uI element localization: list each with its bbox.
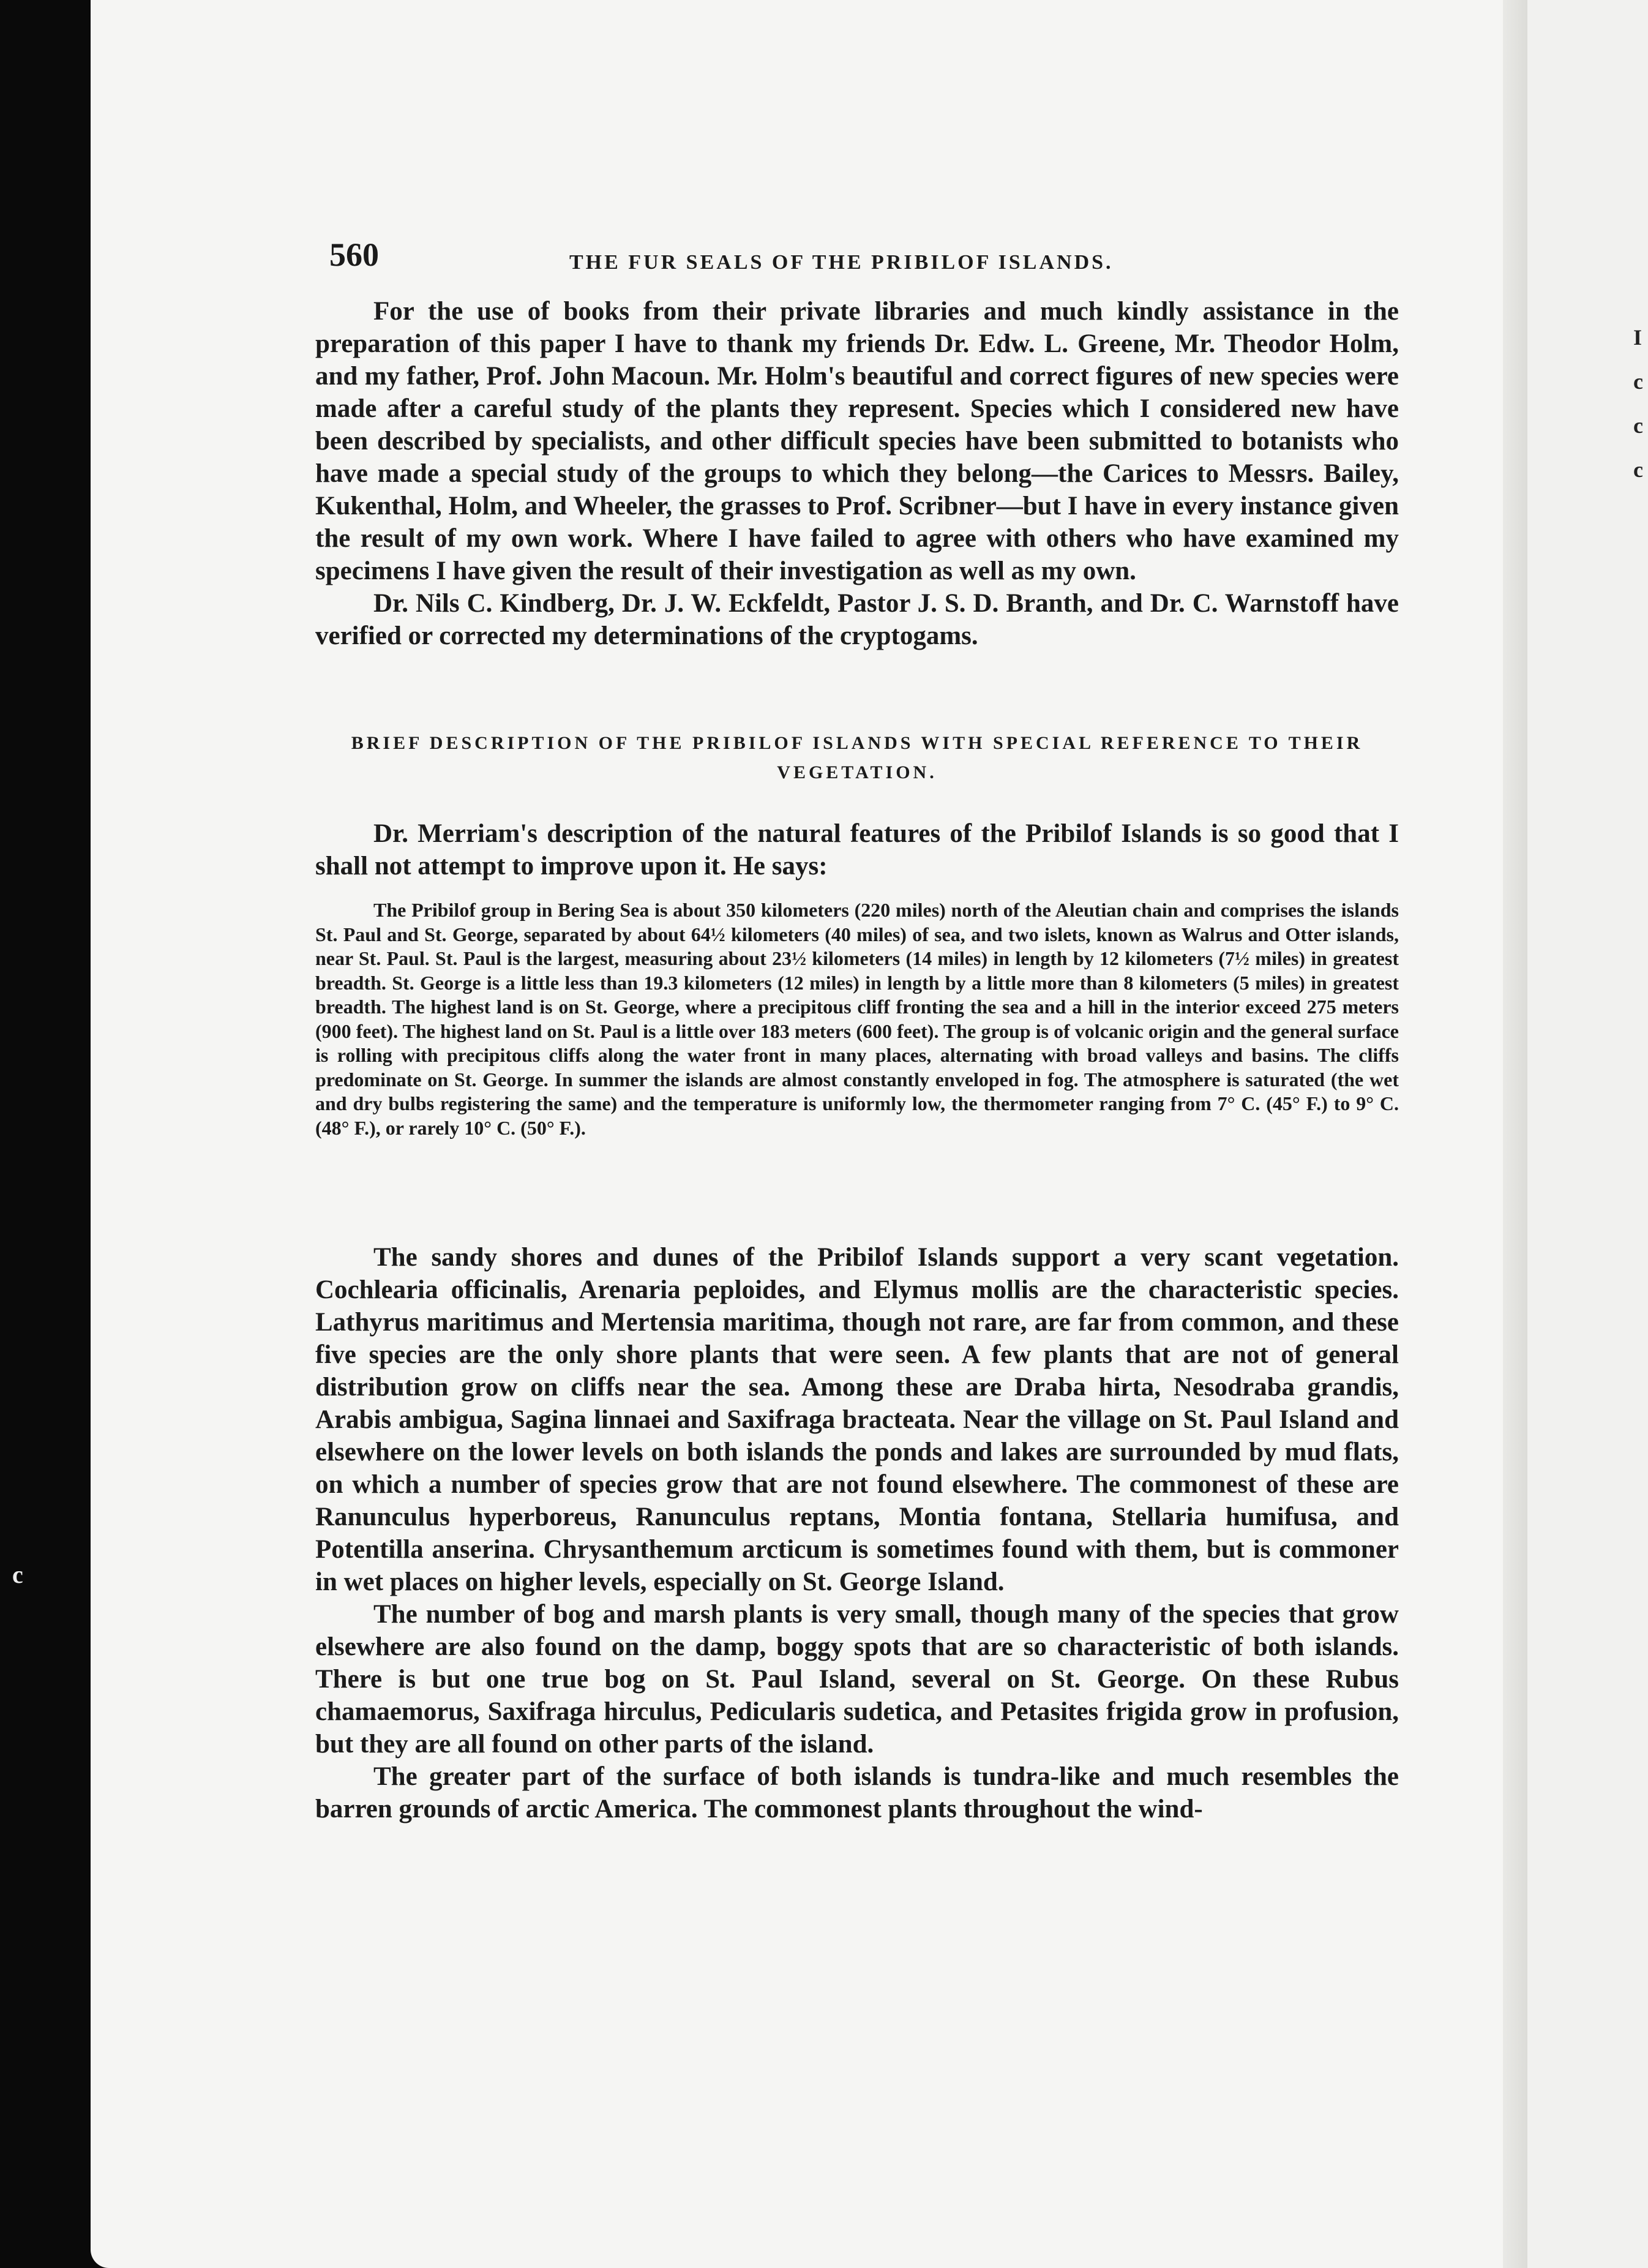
paragraph: Dr. Merriam's description of the natural features of the Pribilof Islands is so good that I shall not attempt to improve upon it. He says: — [315, 819, 1399, 881]
acknowledgements-section — [315, 295, 1399, 652]
facing-page-edge — [1527, 0, 1648, 2268]
running-title: THE FUR SEALS OF THE PRIBILOF ISLANDS. — [569, 251, 1114, 274]
page-number: 560 — [329, 236, 379, 273]
section-heading: BRIEF DESCRIPTION OF THE PRIBILOF ISLANDS WITH SPECIAL REFERENCE TO THEIR VEGETATION. — [351, 733, 1363, 783]
quotation: The Pribilof group in Bering Sea is about 350 kilometers (220 miles) north of the Aleutian chain and comprises the islands St. Paul and St. George, separated by about 64½ kilometers (40 miles) of sea, and two islets, known as Walrus and Otter islands, near St. Paul. St. Paul is the largest, measuring about 23½ kilometers (14 miles) in length by 12 kilometers (7½ miles) in greatest breadth. St. George is a little less than 19.3 kilometers (12 miles) in length by a little more than 8 kilometers (5 miles) in greatest breadth. The highest land is on St. George, where a precipitous cliff fronting the sea and a hill in the interior exceed 275 meters (900 feet). The highest land on St. Paul is a little over 183 meters (600 feet). The group is of volcanic origin and the general surface is rolling with precipitous cliffs along the water front in many places, alternating with broad valleys and basins. The cliffs predominate on St. George. In summer the islands are almost constantly enveloped in fog. The atmosphere is saturated (the wet and dry bulbs registering the same) and the temperature is uniformly low, the thermometer ranging from 7° C. (45° F.) to 9° C. (48° F.), or rarely 10° C. (50° F.). — [315, 899, 1399, 1139]
paragraph: For the use of books from their private libraries and much kindly assistance in the preparation of this paper I have to thank my friends Dr. Edw. L. Greene, Mr. Theodor Holm, and my father, Prof. John Macoun. Mr. Holm's beautiful and correct figures of new species were made after a careful study of the plants they represent. Species which I considered new have been described by specialists, and other difficult species have been submitted to botanists who have made a special study of the groups to which they belong—the Carices to Messrs. Bailey, Kukenthal, Holm, and Wheeler, the grasses to Prof. Scribner—but I have in every instance given the result of my own work. Where I have failed to agree with others who have examined my specimens I have given the result of their investigation as well as my own. — [315, 297, 1399, 585]
paragraph: The greater part of the surface of both islands is tundra-like and much resembles the barren grounds of arctic America. The commonest plants throughout the wind- — [315, 1762, 1399, 1823]
intro-section — [315, 817, 1399, 882]
page-fold — [1503, 0, 1527, 2268]
margin-mark: c — [12, 1561, 23, 1588]
paragraph: Dr. Nils C. Kindberg, Dr. J. W. Eckfeldt, Pastor J. S. D. Branth, and Dr. C. Warnstoff have verified or corrected my determinations of the cryptogams. — [315, 589, 1399, 650]
facing-page-marks: I c c c — [1633, 325, 1643, 482]
paragraph: The number of bog and marsh plants is very small, though many of the species that grow elsewhere are also found on the damp, boggy spots that are so characteristic of both islands. There is but one true bog on St. Paul Island, several on St. George. On these Rubus chamaemorus, Saxifraga hirculus, Pedicularis sudetica, and Petasites frigida grow in profusion, but they are all found on other parts of the island. — [315, 1600, 1399, 1759]
vegetation-section — [315, 1241, 1399, 1825]
quotation-block — [315, 898, 1399, 1140]
paragraph: The sandy shores and dunes of the Pribilof Islands support a very scant vegetation. Cochlearia officinalis, Arenaria peploides, and Elymus mollis are the characteristic species. Lathyrus maritimus and Mertensia maritima, though not rare, are far from common, and these five species are the only shore plants that were seen. A few plants that are not of general distribution grow on cliffs near the sea. Among these are Draba hirta, Nesodraba grandis, Arabis ambigua, Sagina linnaei and Saxifraga bracteata. Near the village on St. Paul Island and elsewhere on the lower levels on both islands the ponds and lakes are surrounded by mud flats, on which a number of species grow that are not found elsewhere. The commonest of these are Ranunculus hyperboreus, Ranunculus reptans, Montia fontana, Stellaria humifusa, and Potentilla anserina. Chrysanthemum arcticum is sometimes found with them, but is commoner in wet places on higher levels, especially on St. George Island. — [315, 1243, 1399, 1596]
